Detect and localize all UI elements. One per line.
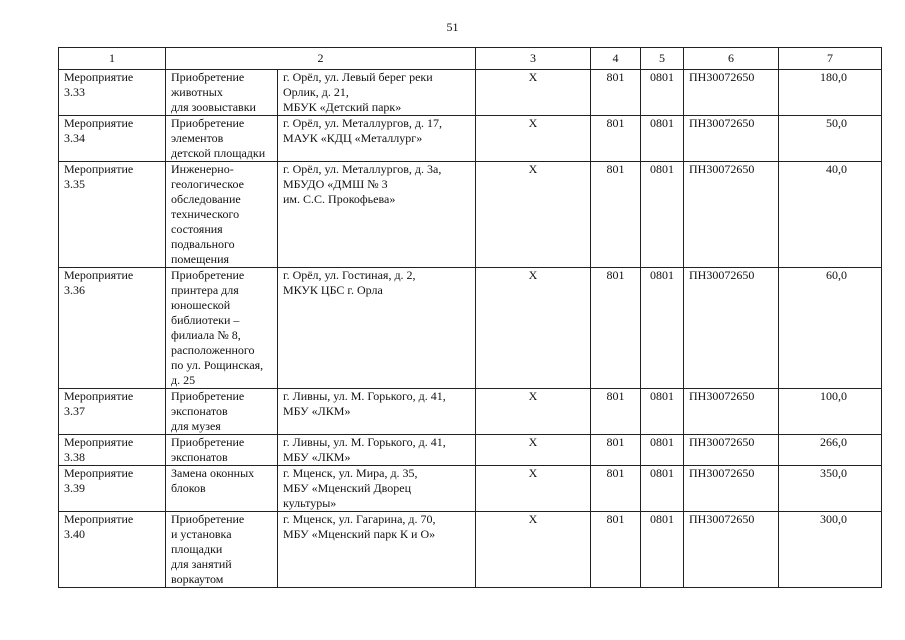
- event-name-cell: Приобретение животных для зоовыставки: [166, 70, 278, 116]
- address-cell: г. Мценск, ул. Гагарина, д. 70, МБУ «Мценский парк К и О»: [278, 512, 476, 588]
- event-id-cell: Мероприятие 3.36: [59, 268, 166, 389]
- event-name-cell: Приобретение принтера для юношеской библиотеки – филиала № 8, расположенного по ул. Рощинская, д. 25: [166, 268, 278, 389]
- col6-cell: ПН30072650: [684, 162, 779, 268]
- amount-cell: 100,0: [779, 389, 882, 435]
- col3-cell: Х: [476, 435, 591, 466]
- address-cell: г. Орёл, ул. Металлургов, д. 17, МАУК «КДЦ «Металлург»: [278, 116, 476, 162]
- amount-cell: 180,0: [779, 70, 882, 116]
- col5-cell: 0801: [641, 268, 684, 389]
- table-row: [59, 268, 882, 389]
- col4-cell: 801: [591, 512, 641, 588]
- header-cell-1: 1: [59, 48, 166, 70]
- event-id-cell: Мероприятие 3.35: [59, 162, 166, 268]
- table-row: [59, 116, 882, 162]
- col3-cell: Х: [476, 116, 591, 162]
- event-name-cell: Инженерно- геологическое обследование технического состояния подвального помещения: [166, 162, 278, 268]
- col3-cell: Х: [476, 512, 591, 588]
- header-cell-6: 6: [684, 48, 779, 70]
- address-cell: г. Ливны, ул. М. Горького, д. 41, МБУ «ЛКМ»: [278, 389, 476, 435]
- header-cell-3: 3: [476, 48, 591, 70]
- amount-cell: 350,0: [779, 466, 882, 512]
- col4-cell: 801: [591, 116, 641, 162]
- col5-cell: 0801: [641, 389, 684, 435]
- col3-cell: Х: [476, 466, 591, 512]
- event-id-cell: Мероприятие 3.39: [59, 466, 166, 512]
- header-cell-5: 5: [641, 48, 684, 70]
- amount-cell: 40,0: [779, 162, 882, 268]
- address-cell: г. Орёл, ул. Металлургов, д. 3а, МБУДО «ДМШ № 3 им. С.С. Прокофьева»: [278, 162, 476, 268]
- col5-cell: 0801: [641, 435, 684, 466]
- address-cell: г. Орёл, ул. Гостиная, д. 2, МКУК ЦБС г. Орла: [278, 268, 476, 389]
- header-cell-2: 2: [166, 48, 476, 70]
- event-id-cell: Мероприятие 3.34: [59, 116, 166, 162]
- col6-cell: ПН30072650: [684, 512, 779, 588]
- col3-cell: Х: [476, 162, 591, 268]
- col5-cell: 0801: [641, 512, 684, 588]
- amount-cell: 266,0: [779, 435, 882, 466]
- col4-cell: 801: [591, 435, 641, 466]
- col4-cell: 801: [591, 162, 641, 268]
- table-row: [59, 162, 882, 268]
- event-name-cell: Замена оконных блоков: [166, 466, 278, 512]
- col5-cell: 0801: [641, 466, 684, 512]
- page-number: 51: [446, 20, 459, 34]
- event-name-cell: Приобретение элементов детской площадки: [166, 116, 278, 162]
- event-id-cell: Мероприятие 3.33: [59, 70, 166, 116]
- amount-cell: 300,0: [779, 512, 882, 588]
- col5-cell: 0801: [641, 162, 684, 268]
- table-row: [59, 389, 882, 435]
- col4-cell: 801: [591, 70, 641, 116]
- header-cell-4: 4: [591, 48, 641, 70]
- col3-cell: Х: [476, 70, 591, 116]
- header-row: [59, 48, 882, 70]
- col6-cell: ПН30072650: [684, 389, 779, 435]
- event-id-cell: Мероприятие 3.40: [59, 512, 166, 588]
- col5-cell: 0801: [641, 116, 684, 162]
- event-id-cell: Мероприятие 3.38: [59, 435, 166, 466]
- col4-cell: 801: [591, 466, 641, 512]
- event-name-cell: Приобретение экспонатов: [166, 435, 278, 466]
- col4-cell: 801: [591, 268, 641, 389]
- address-cell: г. Ливны, ул. М. Горького, д. 41, МБУ «ЛКМ»: [278, 435, 476, 466]
- col3-cell: Х: [476, 389, 591, 435]
- table-row: [59, 70, 882, 116]
- amount-cell: 50,0: [779, 116, 882, 162]
- col4-cell: 801: [591, 389, 641, 435]
- table-row: [59, 466, 882, 512]
- address-cell: г. Мценск, ул. Мира, д. 35, МБУ «Мценский Дворец культуры»: [278, 466, 476, 512]
- expenditure-table: [58, 47, 882, 588]
- table-row: [59, 512, 882, 588]
- col6-cell: ПН30072650: [684, 435, 779, 466]
- col5-cell: 0801: [641, 70, 684, 116]
- amount-cell: 60,0: [779, 268, 882, 389]
- col6-cell: ПН30072650: [684, 70, 779, 116]
- event-name-cell: Приобретение экспонатов для музея: [166, 389, 278, 435]
- col6-cell: ПН30072650: [684, 268, 779, 389]
- col3-cell: Х: [476, 268, 591, 389]
- col6-cell: ПН30072650: [684, 116, 779, 162]
- header-cell-7: 7: [779, 48, 882, 70]
- table-row: [59, 435, 882, 466]
- address-cell: г. Орёл, ул. Левый берег реки Орлик, д. 21, МБУК «Детский парк»: [278, 70, 476, 116]
- event-name-cell: Приобретение и установка площадки для занятий воркаутом: [166, 512, 278, 588]
- col6-cell: ПН30072650: [684, 466, 779, 512]
- event-id-cell: Мероприятие 3.37: [59, 389, 166, 435]
